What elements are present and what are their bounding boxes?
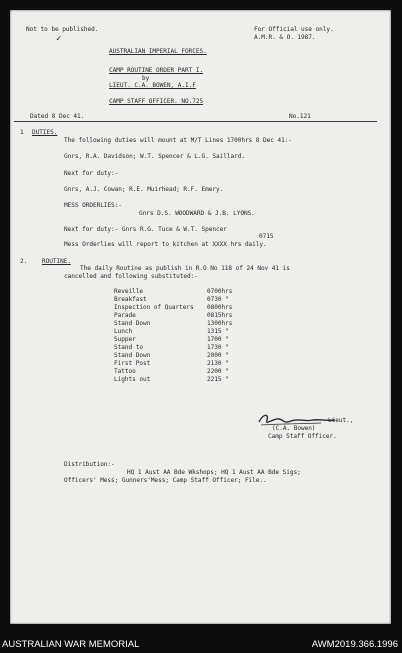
order-number: No.121 — [289, 113, 311, 120]
schedule-time: 2130 " — [207, 360, 229, 367]
section-2-title: ROUTINE. — [42, 258, 71, 265]
schedule-label: Stand Down — [114, 352, 151, 359]
schedule-label: First Post — [114, 360, 151, 367]
schedule-label: Stand Down — [114, 320, 151, 327]
duties-line-1: The following duties will mount at M/T Lines 1700hrs 8 Dec 41:- — [64, 137, 292, 144]
officer-title: CAMP STAFF OFFICER. NO.725 — [109, 98, 204, 105]
schedule-time: 0730 " — [207, 296, 229, 303]
next-mess-line: Next for duty:- Gnrs R.G. Tuce & W.T. Spencer — [64, 226, 227, 233]
schedule-label: Tattoo — [114, 368, 136, 375]
schedule-time: 1315 " — [207, 328, 229, 335]
schedule-label: Lights out — [114, 376, 151, 383]
footer-accession-number: AWM2019.366.1996 — [311, 639, 398, 650]
schedule-label: Stand to — [114, 344, 143, 351]
force-title: AUSTRALIAN IMPERIAL FORCES. — [109, 48, 207, 55]
schedule-time: 2000 " — [207, 352, 229, 359]
section-1-number: 1 — [20, 129, 24, 136]
signature-rank: Lieut., — [328, 417, 354, 424]
duties-line-2: Gnrs, R.A. Davidson; W.T. Spencer & L.G. Saillard. — [64, 153, 245, 160]
reference-number: A.M.R. & O. 1987. — [254, 34, 316, 41]
schedule-time: 2215 " — [207, 376, 229, 383]
distribution-line-2: Officers' Mess; Gunners'Mess; Camp Staff Officer; File.. — [64, 477, 267, 484]
dated-line: Dated 8 Dec 41. — [30, 113, 85, 120]
by-text: by — [142, 75, 150, 82]
not-published-note: Not to be published. — [26, 26, 99, 33]
footer-source: AUSTRALIAN WAR MEMORIAL — [2, 639, 140, 650]
distribution-line-1: HQ 1 Aust AA Bde Wkshops; HQ 1 Aust AA Bde Sigs; — [127, 469, 301, 476]
routine-line-1: The daily Routine as publish in R.O No 118 of 24 Nov 41 is — [80, 265, 290, 272]
mess-orderlies-line: Gnrs D.S. WOODWARD & J.B. LYONS. — [139, 210, 255, 217]
mess-orderlies-label: MESS ORDERLIES:- — [64, 202, 122, 209]
order-title: CAMP ROUTINE ORDER PART I. — [109, 67, 204, 74]
schedule-time: 1730 " — [207, 344, 229, 351]
mess-report-line: Mess Orderlies will report to kitchen at XXXX hrs daily. — [64, 241, 267, 248]
schedule-label: Inspection of Quarters — [114, 304, 194, 311]
schedule-time: 1300hrs — [207, 320, 233, 327]
schedule-time: 0815hrs — [207, 312, 233, 319]
routine-line-2: cancelled and following substituted:- — [64, 273, 198, 280]
section-1-title: DUTIES. — [32, 129, 58, 136]
schedule-time: 0800hrs — [207, 304, 233, 311]
official-use-note: For Official use only. — [254, 26, 334, 33]
signature-name: (C.A. Bowen) — [272, 425, 316, 432]
duties-line-3: Gnrs, A.J. Cowan; R.E. Muirhead; R.F. Emery. — [64, 186, 224, 193]
schedule-label: Breakfast — [114, 296, 147, 303]
schedule-time: 1700 " — [207, 336, 229, 343]
next-for-duty: Next for duty:- — [64, 170, 119, 177]
signature-title: Camp Staff Officer. — [268, 433, 337, 440]
schedule-time: 2200 " — [207, 368, 229, 375]
officer-name: LIEUT. C.A. BOWEN, A.I.F — [109, 82, 196, 89]
distribution-label: Distribution:- — [64, 461, 115, 468]
schedule-label: Supper — [114, 336, 136, 343]
section-2-number: 2. — [20, 258, 28, 265]
time-0715: 0715 — [259, 233, 274, 240]
header-rule — [14, 121, 377, 122]
check-mark: ✓ — [56, 34, 62, 44]
schedule-label: Reveille — [114, 288, 143, 295]
schedule-time: 0700hrs — [207, 288, 233, 295]
schedule-label: Parade — [114, 312, 136, 319]
schedule-label: Lunch — [114, 328, 133, 335]
